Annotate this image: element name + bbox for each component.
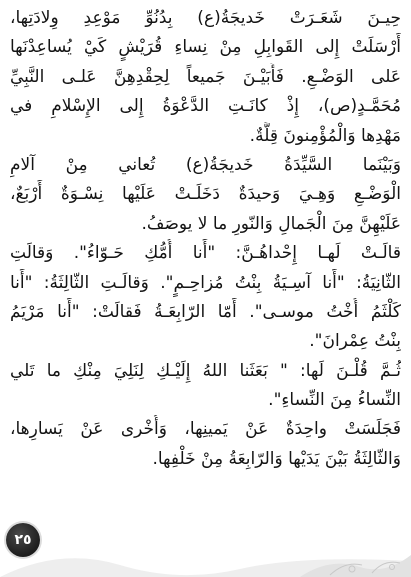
story-text: [10, 4, 401, 474]
text-line: الْوَضْـعِ وَهِـيَ وَحيدَةٌ دَخَلَـتْ عَلَيْها نِسْـوَةٌ أَرْبَعٌ،: [10, 184, 401, 205]
paragraph-4: [10, 357, 401, 416]
text-line: مُحَمَّـدٍ(ص)، إِذْ كانَـتِ الدَّعْوَةُ إِلى الإِسْلامِ في: [10, 96, 401, 117]
text-line: ثُـمَّ قُلْـنَ لَها: " بَعَثَنا اللهُ إِلَيْـكِ لِنَلِيَ مِنْكِ ما تَلي: [10, 360, 401, 381]
text-line: عَلى الوَضْـعِ. فَأَبَيْـنَ جَميعاً لِحِقْدِهِنَّ عَلـى النَّبِيِّ: [10, 66, 401, 87]
floral-border-decoration: [0, 517, 411, 577]
text-line: كَلْثَمُ أُخْتُ موسـى". أَمّا الرّابِعَـةُ فَقالَتْ: "أَنا مَرْيَمُ: [10, 301, 401, 322]
text-line: فَجَلَسَتْ واحِدَةٌ عَنْ يَمينِها، وَأُخْرى عَنْ يَسارِها،: [10, 419, 401, 440]
text-line: النِّساءُ مِنَ النِّساءِ".: [268, 390, 401, 411]
text-line: عَلَيْهِنَّ مِنَ الْجَمالِ وَالنّورِ ما لا يوصَفُ.: [141, 213, 401, 234]
text-line: الثّانِيَةُ: "أَنا آسِـيَةُ بِنْتُ مُزاحِـمٍ". وَقالَـتِ الثّالِثَةُ: "أَنا: [10, 272, 401, 293]
text-line: بِنْتُ عِمْرانَ".: [309, 331, 401, 352]
text-line: أَرْسَلَتْ إِلى القَوابِلِ مِنْ نِساءِ قُرَيْشٍ كَيْ يُساعِدْنَها: [10, 37, 401, 58]
paragraph-5: [10, 415, 401, 474]
page-number-badge: ٢٥: [6, 523, 40, 557]
paragraph-2: [10, 151, 401, 239]
text-line: حِيـنَ شَعَـرَتْ خَديجَةُ(ع) بِدُنُوِّ مَوْعِدِ وِلادَتِها،: [10, 8, 401, 28]
paragraph-3: [10, 239, 401, 357]
text-line: وَبَيْنَما السَّيِّدَةُ خَديجَةُ(ع) تُعاني مِنْ آلامِ: [10, 154, 401, 175]
paragraph-1: [10, 4, 401, 151]
text-line: مَهْدِها وَالْمُؤْمِنونَ قِلَّةٌ.: [249, 125, 401, 146]
text-line: قالَـتْ لَهـا إِحْداهُـنَّ: "أَنا أُمُّكِ حَـوّاءُ". وَقالَتِ: [10, 243, 401, 264]
text-line: وَالثّالِثَةُ بَيْنَ يَدَيْها وَالرّابِعَةُ مِنْ خَلْفِها.: [152, 448, 401, 469]
